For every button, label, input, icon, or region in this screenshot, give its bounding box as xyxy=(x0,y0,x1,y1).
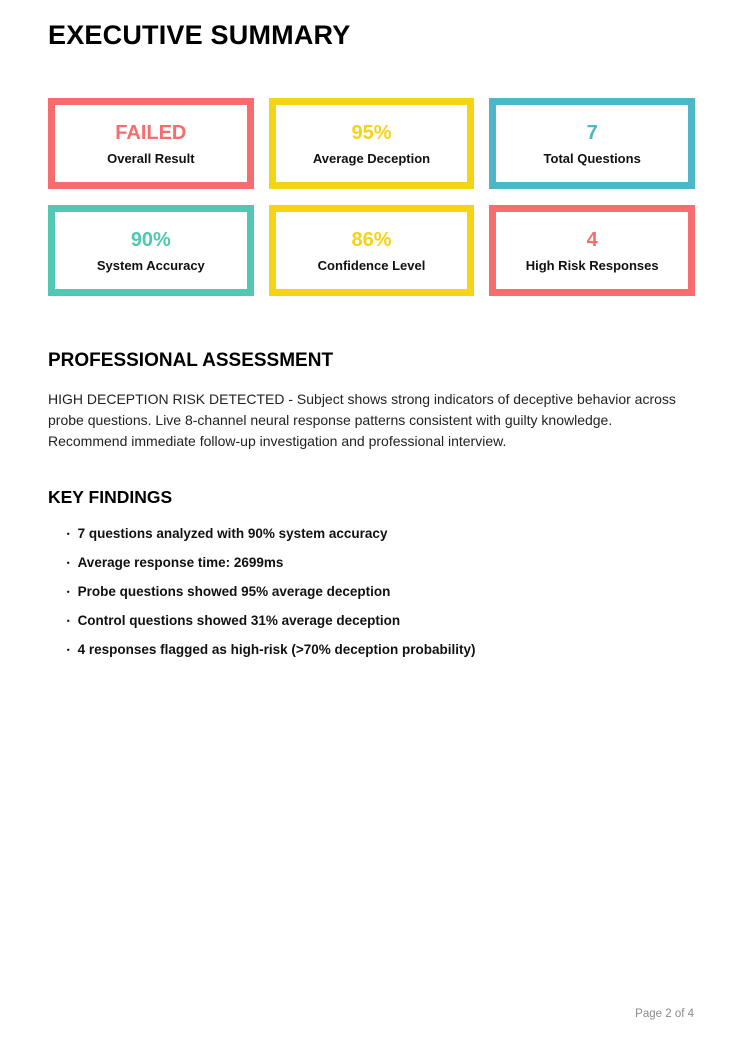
key-finding-text: Probe questions showed 95% average deception xyxy=(77,584,391,599)
key-finding-text: Average response time: 2699ms xyxy=(77,555,284,570)
summary-card-value: 4 xyxy=(586,228,598,251)
summary-cards xyxy=(48,98,695,296)
summary-card-value: 86% xyxy=(351,228,392,251)
summary-card-value: FAILED xyxy=(115,121,187,144)
key-findings-section xyxy=(48,487,695,657)
summary-card-label: Average Deception xyxy=(312,150,431,166)
bullet-icon: • xyxy=(66,586,70,597)
professional-assessment-section xyxy=(48,350,695,452)
summary-card-label: Total Questions xyxy=(543,150,641,166)
page-number: Page 2 of 4 xyxy=(635,1008,694,1020)
key-finding-item xyxy=(66,585,695,599)
summary-card-value: 7 xyxy=(586,121,598,144)
summary-card-value: 95% xyxy=(351,121,392,144)
key-finding-text: 7 questions analyzed with 90% system accuracy xyxy=(77,526,388,541)
key-finding-text: 4 responses flagged as high-risk (>70% deception probability) xyxy=(77,642,476,657)
summary-card xyxy=(489,98,695,189)
key-finding-item xyxy=(66,614,695,628)
key-finding-item xyxy=(66,527,695,541)
summary-card xyxy=(269,205,475,296)
summary-card-label: Overall Result xyxy=(107,150,195,166)
page-title: EXECUTIVE SUMMARY xyxy=(48,20,351,50)
summary-card-label: Confidence Level xyxy=(317,257,426,273)
bullet-icon: • xyxy=(66,557,70,568)
key-finding-item xyxy=(66,556,695,570)
key-finding-item xyxy=(66,643,695,657)
summary-card-label: System Accuracy xyxy=(96,257,205,273)
summary-card xyxy=(48,205,254,296)
summary-card xyxy=(489,205,695,296)
bullet-icon: • xyxy=(66,615,70,626)
summary-card-label: High Risk Responses xyxy=(525,257,659,273)
key-findings-heading: KEY FINDINGS xyxy=(48,487,173,507)
professional-assessment-body: HIGH DECEPTION RISK DETECTED - Subject shows strong indicators of deceptive behavior across probe questions. Live 8-channel neural response patterns consistent with guilty knowledge. Recommend immediate follow-up investigation and professional interview. xyxy=(48,391,676,449)
summary-card-value: 90% xyxy=(130,228,171,251)
bullet-icon: • xyxy=(66,528,70,539)
key-findings-list xyxy=(48,527,695,657)
summary-card xyxy=(48,98,254,189)
summary-card xyxy=(269,98,475,189)
key-finding-text: Control questions showed 31% average deception xyxy=(77,613,401,628)
professional-assessment-heading: PROFESSIONAL ASSESSMENT xyxy=(48,350,334,371)
bullet-icon: • xyxy=(66,644,70,655)
